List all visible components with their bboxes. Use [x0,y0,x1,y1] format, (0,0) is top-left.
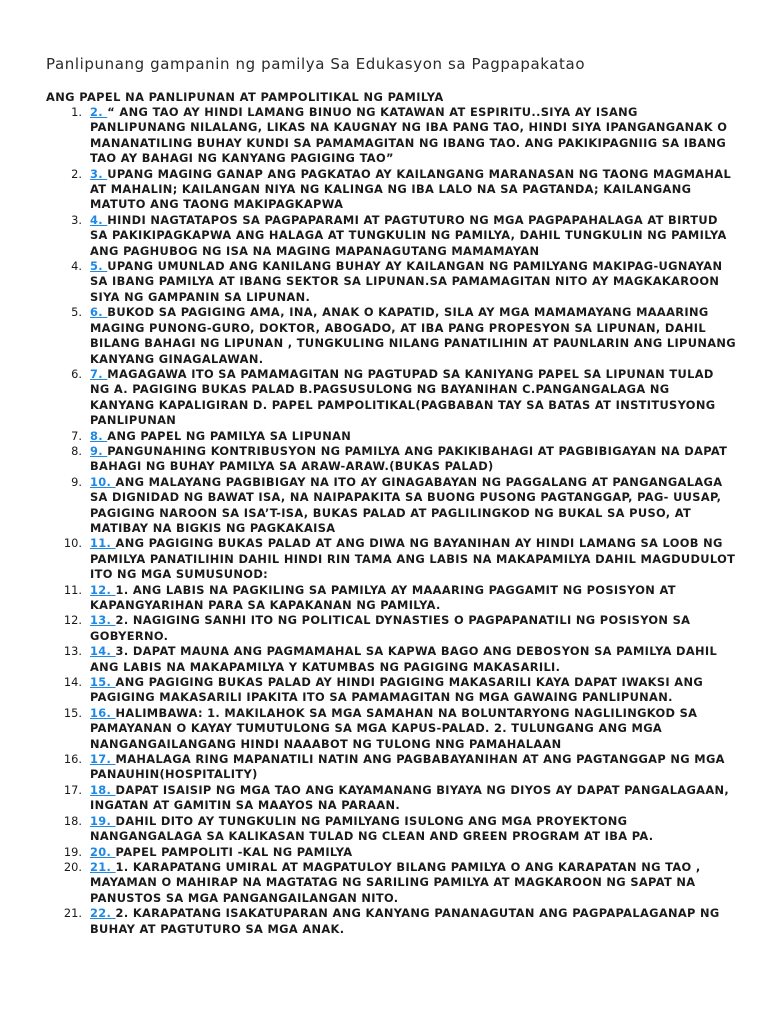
list-item [46,752,736,783]
item-number: 1. [71,105,82,119]
item-link[interactable]: 20. [90,844,116,859]
list-item [46,906,736,937]
item-number: 14. [63,675,82,690]
item-number: 8. [71,443,82,458]
item-link[interactable]: 9. [90,443,108,458]
list-item [46,706,736,752]
numbered-list [46,105,736,937]
item-link[interactable]: 7. [90,366,108,381]
item-link[interactable]: 15. [90,675,116,690]
item-link[interactable]: 14. [90,644,116,659]
item-text: PAPEL PAMPOLITI -KAL NG PAMILYA [115,844,353,859]
list-item [46,644,736,675]
item-link[interactable]: 10. [90,474,116,489]
item-text: ANG PAGIGING BUKAS PALAD AY HINDI PAGIGING MAKASARILI KAYA DAPAT IWAKSI ANG PAGIGING MAKASARILI IPAKITA ITO SA PAMAMAGITAN NG MGA GAWAING PANLIPUNAN. [90,675,704,705]
item-text: 2. KARAPATANG ISAKATUPARAN ANG KANYANG PANANAGUTAN ANG PAGPAPALAGANAP NG BUHAY AT PAGTUTURO SA MGA ANAK. [90,906,720,936]
item-text: 2. NAGIGING SANHI ITO NG POLITICAL DYNASTIES O PAGPAPANATILI NG POSISYON SA GOBYERNO. [90,613,691,643]
item-text: MAHALAGA RING MAPANATILI NATIN ANG PAGBABAYANIHAN AT ANG PAGTANGGAP NG MGA PANAUHIN(HOSPITALITY) [90,752,725,782]
item-link[interactable]: 6. [90,305,108,320]
page-title: Panlipunang gampanin ng pamilya Sa Edukasyon sa Pagpapakatao [46,55,586,73]
item-number: 10. [63,536,82,551]
item-text: ANG MALAYANG PAGBIBIGAY NA ITO AY GINAGABAYAN NG PAGGALANG AT PANGANGALAGA SA DIGNIDAD NG BAWAT ISA, NA NAIPAPAKITA SA BUONG PUSONG PAGTANGGAP, PAG- UUSAP, PAGIGING NAROON SA ISA’T-ISA, BUKAS PALAD AT PAGLILINGKOD NG BUKAL SA PUSO, AT MATIBAY NA BIGKIS NG PAGKAKAISA [90,474,723,535]
item-link[interactable]: 5. [90,259,108,274]
item-link[interactable]: 19. [90,813,116,828]
list-item [46,814,736,845]
item-text: MAGAGAWA ITO SA PAMAMAGITAN NG PAGTUPAD SA KANIYANG PAPEL SA LIPUNAN TULAD NG A. PAGIGING BUKAS PALAD B.PAGSUSULONG NG BAYANIHAN C.PANGANGALAGA NG KANYANG KAPALIGIRAN D. PAPEL PAMPOLITIKAL(PAGBABAN TAY SA BATAS AT INSTITUSYONG PANLIPUNAN [90,366,716,428]
item-number: 3. [71,212,82,227]
item-link[interactable]: 8. [90,428,108,443]
item-number: 2. [71,166,82,181]
item-number: 13. [63,644,82,659]
list-item [46,675,736,706]
item-text: ANG PAPEL NG PAMILYA SA LIPUNAN [107,428,352,443]
list-item [46,367,736,429]
item-number: 6. [71,366,82,381]
list-item [46,583,736,614]
item-link[interactable]: 18. [90,782,116,797]
item-link[interactable]: 21. [90,859,116,874]
item-text: ANG PAGIGING BUKAS PALAD AT ANG DIWA NG BAYANIHAN AY HINDI LAMANG SA LOOB NG PAMILYA PANATILIHIN DAHIL HINDI RIN TAMA ANG LABIS NA MAKAPAMILYA DAHIL MAGDUDULOT ITO NG MGA SUMUSUNOD: [90,536,736,582]
list-item [46,783,736,814]
item-number: 19. [63,844,82,859]
item-link[interactable]: 3. [90,166,108,181]
list-item [46,105,736,167]
item-link[interactable]: 2. [90,105,108,119]
item-number: 12. [63,613,82,628]
item-number: 18. [63,813,82,828]
item-text: UPANG MAGING GANAP ANG PAGKATAO AY KAILANGANG MARANASAN NG TAONG MAGMAHAL AT MAHALIN; KAILANGAN NIYA NG KALINGA NG IBA LALO NA SA PAGTANDA; KAILANGANG MATUTO ANG TAONG MAKIPAGKAPWA [90,166,732,212]
item-link[interactable]: 12. [90,582,116,597]
item-text: DAHIL DITO AY TUNGKULIN NG PAMILYANG ISULONG ANG MGA PROYEKTONG NANGANGALAGA SA KALIKASAN TULAD NG CLEAN AND GREEN PROGRAM AT IBA PA. [90,813,654,844]
item-number: 21. [63,906,82,921]
list-item [46,167,736,213]
list-item [46,429,736,444]
item-number: 15. [63,705,82,720]
item-number: 17. [63,782,82,797]
list-item [46,613,736,644]
item-text: 1. ANG LABIS NA PAGKILING SA PAMILYA AY MAAARING PAGGAMIT NG POSISYON AT KAPANGYARIHAN PARA SA KAPAKANAN NG PAMILYA. [90,582,676,612]
item-number: 5. [71,305,82,320]
item-text: BUKOD SA PAGIGING AMA, INA, ANAK O KAPATID, SILA AY MGA MAMAMAYANG MAAARING MAGING PUNONG-GURO, DOKTOR, ABOGADO, AT IBA PANG PROPESYON SA LIPUNAN, DAHIL BILANG BAHAGI NG LIPUNAN , TUNGKULING NILANG PANATILIHIN AT PAUNLARIN ANG LIPUNANG KANYANG GINAGALAWAN. [90,305,736,366]
item-link[interactable]: 13. [90,613,116,628]
item-text: UPANG UMUNLAD ANG KANILANG BUHAY AY KAILANGAN NG PAMILYANG MAKIPAG-UGNAYAN SA IBANG PAMILYA AT IBANG SEKTOR SA LIPUNAN.SA PAMAMAGITAN NITO AY MAGKAKAROON SIYA NG GAMPANIN SA LIPUNAN. [90,259,723,304]
list-item [46,305,736,367]
item-link[interactable]: 11. [90,536,116,551]
list-item [46,845,736,860]
list-item [46,213,736,259]
list-item [46,259,736,305]
item-number: 16. [63,752,82,767]
item-text: HINDI NAGTATAPOS SA PAGPAPARAMI AT PAGTUTURO NG MGA PAGPAPAHALAGA AT BIRTUD SA PAKIKIPAGKAPWA ANG HALAGA AT TUNGKULIN NG PAMILYA, DAHIL TUNGKULIN NG PAMILYA ANG PAGHUBOG NG ISA NA MAGING MAPANAGUTANG MAMAMAYAN [90,212,727,258]
item-text: DAPAT ISAISIP NG MGA TAO ANG KAYAMANANG BIYAYA NG DIYOS AY DAPAT PANGALAGAAN, INGATAN AT GAMITIN SA MAAYOS NA PARAAN. [90,782,730,813]
item-link[interactable]: 16. [90,705,116,720]
item-number: 4. [71,259,82,274]
item-text: “ ANG TAO AY HINDI LAMANG BINUO NG KATAWAN AT ESPIRITU..SIYA AY ISANG PANLIPUNANG NILALANG, LIKAS NA KAUGNAY NG IBA PANG TAO, HINDI SIYA IPANGANGANAK O MANANATILING BUHAY KUNDI SA PAMAMAGITAN NG IBANG TAO. ANG PAKIKIPAGNIIG SA IBANG TAO AY BAHAGI NG KANYANG PAGIGING TAO” [90,105,728,166]
item-text: 3. DAPAT MAUNA ANG PAGMAMAHAL SA KAPWA BAGO ANG DEBOSYON SA PAMILYA DAHIL ANG LABIS NA MAKAPAMILYA Y KATUMBAS NG PAGIGING MAKASARILI. [90,644,718,674]
item-text: HALIMBAWA: 1. MAKILAHOK SA MGA SAMAHAN NA BOLUNTARYONG NAGLILINGKOD SA PAMAYANAN O KAYAY TUMUTULONG SA MGA KAPUS-PALAD. 2. TULUNGANG ANG MGA NANGANGAILANGANG HINDI NAAABOT NG TULONG NNG PAMAHALAAN [90,705,698,751]
item-text: PANGUNAHING KONTRIBUSYON NG PAMILYA ANG PAKIKIBAHAGI AT PAGBIBIGAYAN NA DAPAT BAHAGI NG BUHAY PAMILYA SA ARAW-ARAW.(BUKAS PALAD) [90,443,728,474]
item-number: 11. [63,582,82,597]
section-heading: ANG PAPEL NA PANLIPUNAN AT PAMPOLITIKAL NG PAMILYA [46,90,444,104]
list-item [46,536,736,582]
item-link[interactable]: 17. [90,752,116,767]
item-text: 1. KARAPATANG UMIRAL AT MAGPATULOY BILANG PAMILYA O ANG KARAPATAN NG TAO , MAYAMAN O MAHIRAP NA MAGTATAG NG SARILING PAMILYA AT MAGKAROON NG SAPAT NA PANUSTOS SA MGA PANGANGAILANGAN NITO. [90,859,701,905]
item-number: 20. [63,859,82,874]
list-item [46,444,736,475]
list-item [46,860,736,906]
list-item [46,475,736,537]
item-number: 9. [71,474,82,489]
item-number: 7. [71,428,82,443]
item-link[interactable]: 22. [90,906,116,921]
item-link[interactable]: 4. [90,212,108,227]
